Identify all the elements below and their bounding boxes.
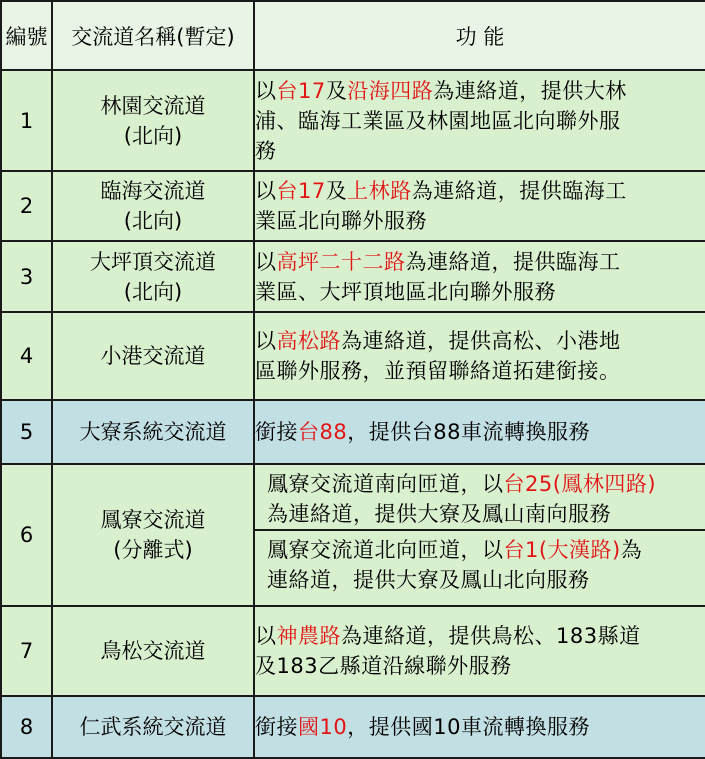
table-row: [1, 606, 705, 696]
interchange-name: 鳥松交流道: [52, 606, 254, 696]
row-number: 5: [1, 400, 52, 464]
table-row: [1, 464, 705, 606]
southbound-ramp-description: 鳳寮交流道南向匝道，以台25(鳳林四路) 為連絡道，提供大寮及鳳山南向服務: [255, 465, 705, 531]
header-number: 編號: [1, 1, 52, 70]
interchange-name: 鳳寮交流道 (分離式): [52, 464, 254, 606]
interchange-name: 大寮系統交流道: [52, 400, 254, 464]
row-number: 7: [1, 606, 52, 696]
function-description: 以台17及沿海四路為連絡道，提供大林 浦、臨海工業區及林園地區北向聯外服 務: [254, 70, 705, 171]
table-row: [1, 70, 705, 171]
table-row: [1, 400, 705, 464]
row-number: 2: [1, 171, 52, 241]
function-description: 以台17及上林路為連絡道，提供臨海工 業區北向聯外服務: [254, 171, 705, 241]
northbound-ramp-description: 鳳寮交流道北向匝道，以台1(大漢路)為 連絡道，提供大寮及鳳山北向服務: [267, 538, 643, 592]
function-description: 以高坪二十二路為連絡道，提供臨海工 業區、大坪頂地區北向聯外服務: [254, 241, 705, 312]
row-number: 4: [1, 312, 52, 400]
row-number: 8: [1, 696, 52, 758]
table-row: [1, 241, 705, 312]
function-description: 以高松路為連絡道，提供高松、小港地 區聯外服務，並預留聯絡道拓建銜接。: [254, 312, 705, 400]
function-description: 以神農路為連絡道，提供鳥松、183縣道 及183乙縣道沿線聯外服務: [254, 606, 705, 696]
function-description: 銜接國10，提供國10車流轉換服務: [254, 696, 705, 758]
row-number: 6: [1, 464, 52, 606]
function-description: [254, 464, 705, 606]
table-row: [1, 696, 705, 758]
table-row: [1, 312, 705, 400]
function-description: 銜接台88，提供台88車流轉換服務: [254, 400, 705, 464]
row-number: 1: [1, 70, 52, 171]
interchange-name: 林園交流道 (北向): [52, 70, 254, 171]
header-function: 功 能: [254, 1, 705, 70]
interchange-name: 大坪頂交流道 (北向): [52, 241, 254, 312]
interchange-name: 小港交流道: [52, 312, 254, 400]
header-name: 交流道名稱(暫定): [52, 1, 254, 70]
table-row: [1, 171, 705, 241]
header-row: [1, 1, 705, 70]
interchange-name: 臨海交流道 (北向): [52, 171, 254, 241]
interchange-name: 仁武系統交流道: [52, 696, 254, 758]
row-number: 3: [1, 241, 52, 312]
